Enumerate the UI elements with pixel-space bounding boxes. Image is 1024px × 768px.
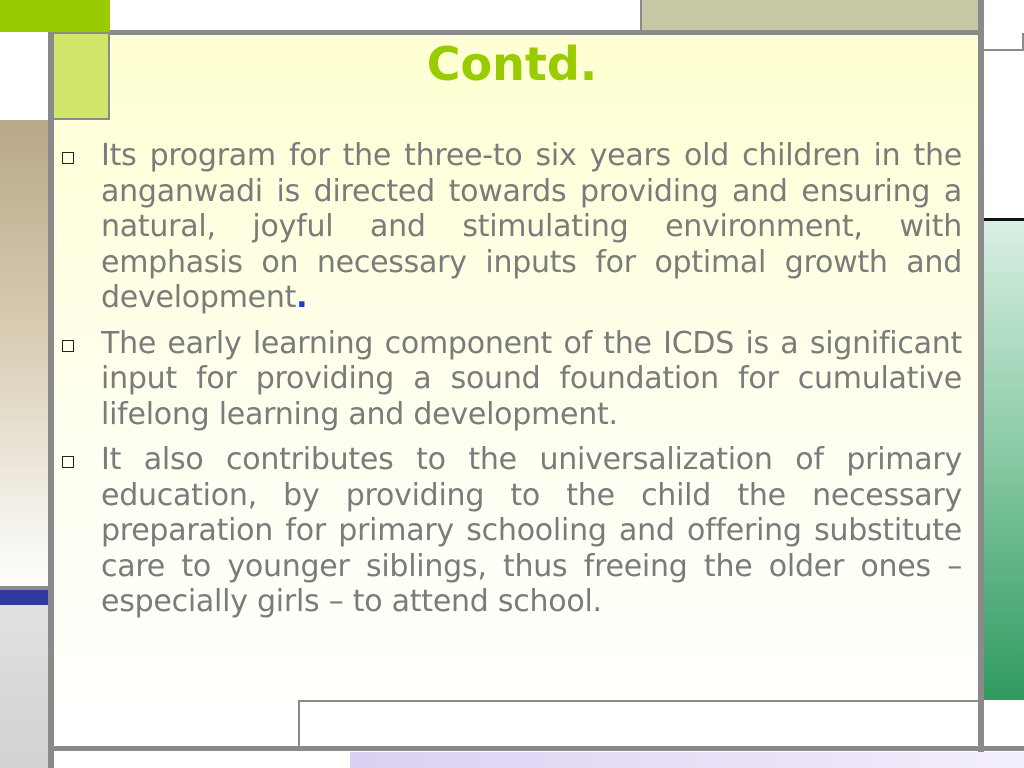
bullet-list: [62, 138, 962, 630]
hollow-square-bullet-icon: [62, 456, 74, 468]
frame-block-green-top: [0, 0, 110, 32]
frame-line-horizontal-left: [0, 586, 54, 590]
frame-block-white-bottom: [54, 700, 298, 746]
bullet-item: [62, 442, 962, 620]
hollow-square-bullet-icon: [62, 152, 74, 164]
frame-line-horizontal-bottom: [48, 746, 1024, 751]
frame-line-black-right: [982, 218, 1024, 221]
frame-block-grey-left: [0, 605, 48, 768]
frame-block-khaki-top: [640, 0, 980, 33]
frame-line-vertical-left: [48, 30, 54, 768]
frame-block-lavender-bottom: [350, 752, 1024, 768]
frame-block-blue-left: [0, 590, 48, 605]
frame-line-vertical-right: [978, 0, 984, 752]
bullet-text: The early learning component of the ICDS is a significant input for providing a sound foundation for cumulative lifelong learning and development.: [101, 325, 962, 432]
bullet-text: It also contributes to the universalization of primary education, by providing to the child the necessary preparation for primary schooling and offering substitute care to younger siblings, thus freeing the older ones – especially girls – to attend school.: [101, 442, 962, 619]
bullet-text: Its program for the three-to six years old children in the anganwadi is directed towards providing and ensuring a natural, joyful and stimulating environment, with emphasis on necessary inputs for optimal growth and development: [101, 138, 962, 315]
frame-block-tan-left: [0, 120, 48, 590]
hollow-square-bullet-icon: [62, 340, 74, 352]
slide-title: Contd.: [426, 37, 598, 91]
frame-outline-bottom: [298, 700, 982, 750]
bullet-item: [62, 138, 962, 316]
bullet-item: [62, 326, 962, 433]
frame-block-teal-right: [982, 220, 1024, 700]
bullet-period: .: [296, 280, 308, 315]
